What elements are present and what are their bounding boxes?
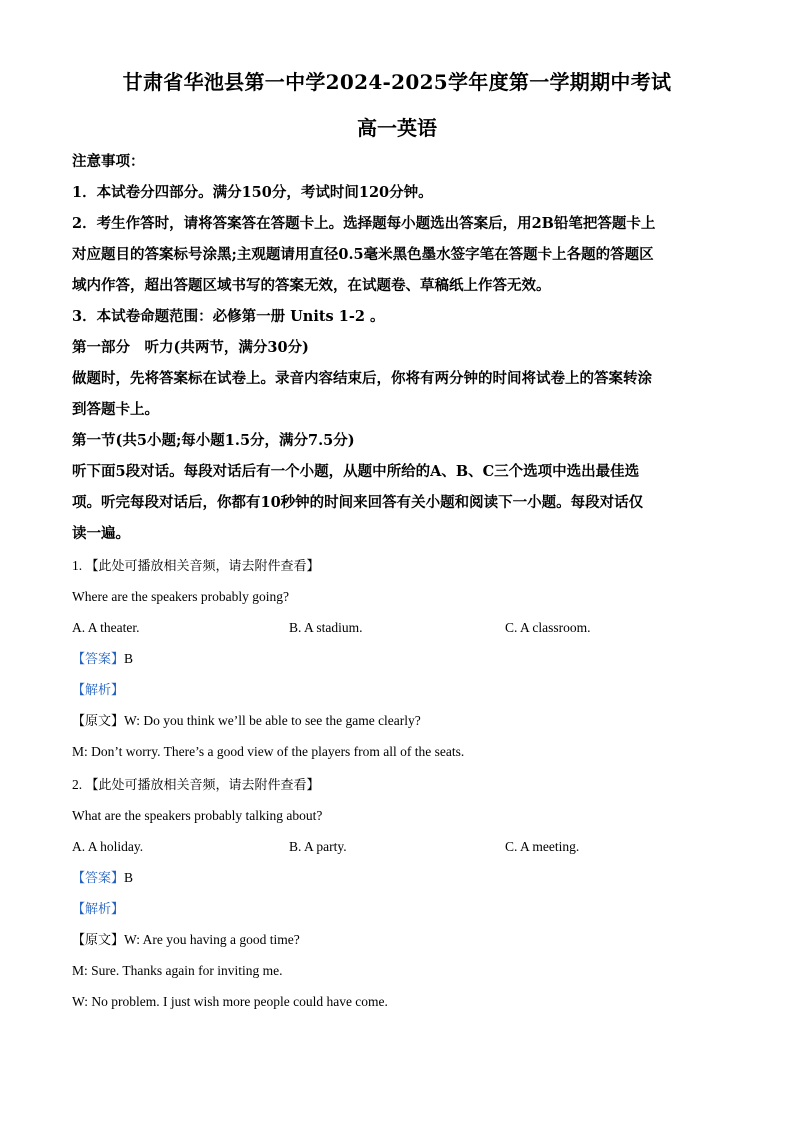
section-1-instruction-line-3: 读一遍。: [72, 525, 130, 542]
note-item-2-line-1: 2．考生作答时，请将答案答在答题卡上。选择题每小题选出答案后，用2B铅笔把答题卡上: [72, 215, 656, 232]
question-2-option-c: C. A meeting.: [505, 839, 580, 854]
audio-link[interactable]: 【此处可播放相关音频，请去附件查看】: [85, 559, 320, 574]
analysis-tag: 【解析】: [72, 902, 125, 917]
transcript-text: W: Are you having a good time?: [124, 932, 300, 947]
question-1-option-b: B. A stadium.: [289, 620, 363, 635]
answer-tag: 【答案】: [72, 652, 125, 667]
question-1-option-a: A. A theater.: [72, 620, 140, 635]
question-number: 2.: [72, 777, 83, 792]
question-2-answer: [72, 868, 722, 889]
notes-heading: 注意事项：: [72, 153, 145, 170]
note-item-2-line-3: 域内作答，超出答题区域书写的答案无效，在试题卷、草稿纸上作答无效。: [72, 277, 551, 294]
part-1-heading: 第一部分 听力(共两节，满分30分): [72, 339, 309, 356]
question-1-analysis: [72, 680, 722, 701]
part-1-instruction-line-2: 到答题卡上。: [72, 401, 159, 418]
audio-link[interactable]: 【此处可播放相关音频，请去附件查看】: [85, 778, 320, 793]
question-1-stem: Where are the speakers probably going?: [72, 589, 290, 604]
question-1-audio-line: [72, 556, 722, 577]
transcript-text: W: Do you think we’ll be able to see the game clearly?: [124, 713, 421, 728]
question-1-transcript-line-2: M: Don’t worry. There’s a good view of the players from all of the seats.: [72, 744, 465, 759]
transcript-tag: 【原文】: [72, 714, 125, 729]
part-1-instruction-line-1: 做题时，先将答案标在试卷上。录音内容结束后，你将有两分钟的时间将试卷上的答案转涂: [72, 370, 652, 387]
section-1-instruction-line-2: 项。听完每段对话后，你都有10秒钟的时间来回答有关小题和阅读下一小题。每段对话仅: [72, 494, 644, 511]
answer-value: B: [124, 651, 134, 666]
answer-value: B: [124, 870, 134, 885]
note-item-3: 3．本试卷命题范围：必修第一册 Units 1-2 。: [72, 308, 385, 325]
section-1-heading: 第一节(共5小题;每小题1.5分，满分7.5分): [72, 432, 355, 449]
question-2-transcript-line-2: M: Sure. Thanks again for inviting me.: [72, 963, 283, 978]
question-2-option-a: A. A holiday.: [72, 839, 144, 854]
question-2-option-b: B. A party.: [289, 839, 347, 854]
question-2-transcript-line-1: [72, 930, 722, 951]
question-2-transcript-line-3: W: No problem. I just wish more people could have come.: [72, 994, 388, 1009]
question-number: 1.: [72, 558, 83, 573]
note-item-2-line-2: 对应题目的答案标号涂黑;主观题请用直径0.5毫米黑色墨水签字笔在答题卡上各题的答题区: [72, 246, 654, 263]
answer-tag: 【答案】: [72, 871, 125, 886]
section-1-instruction-line-1: 听下面5段对话。每段对话后有一个小题，从题中所给的A、B、C三个选项中选出最佳选: [72, 463, 640, 480]
analysis-tag: 【解析】: [72, 683, 125, 698]
question-1-option-c: C. A classroom.: [505, 620, 591, 635]
question-2-analysis: [72, 899, 722, 920]
exam-subtitle: 高一英语: [357, 116, 437, 140]
question-2-audio-line: [72, 775, 722, 796]
question-2-stem: What are the speakers probably talking about?: [72, 808, 323, 823]
question-1-answer: [72, 649, 722, 670]
question-1-transcript-line-1: [72, 711, 722, 732]
exam-title: 甘肃省华池县第一中学2024-2025学年度第一学期期中考试: [122, 70, 672, 94]
note-item-1: 1．本试卷分四部分。满分150分，考试时间120分钟。: [72, 184, 433, 201]
transcript-tag: 【原文】: [72, 933, 125, 948]
